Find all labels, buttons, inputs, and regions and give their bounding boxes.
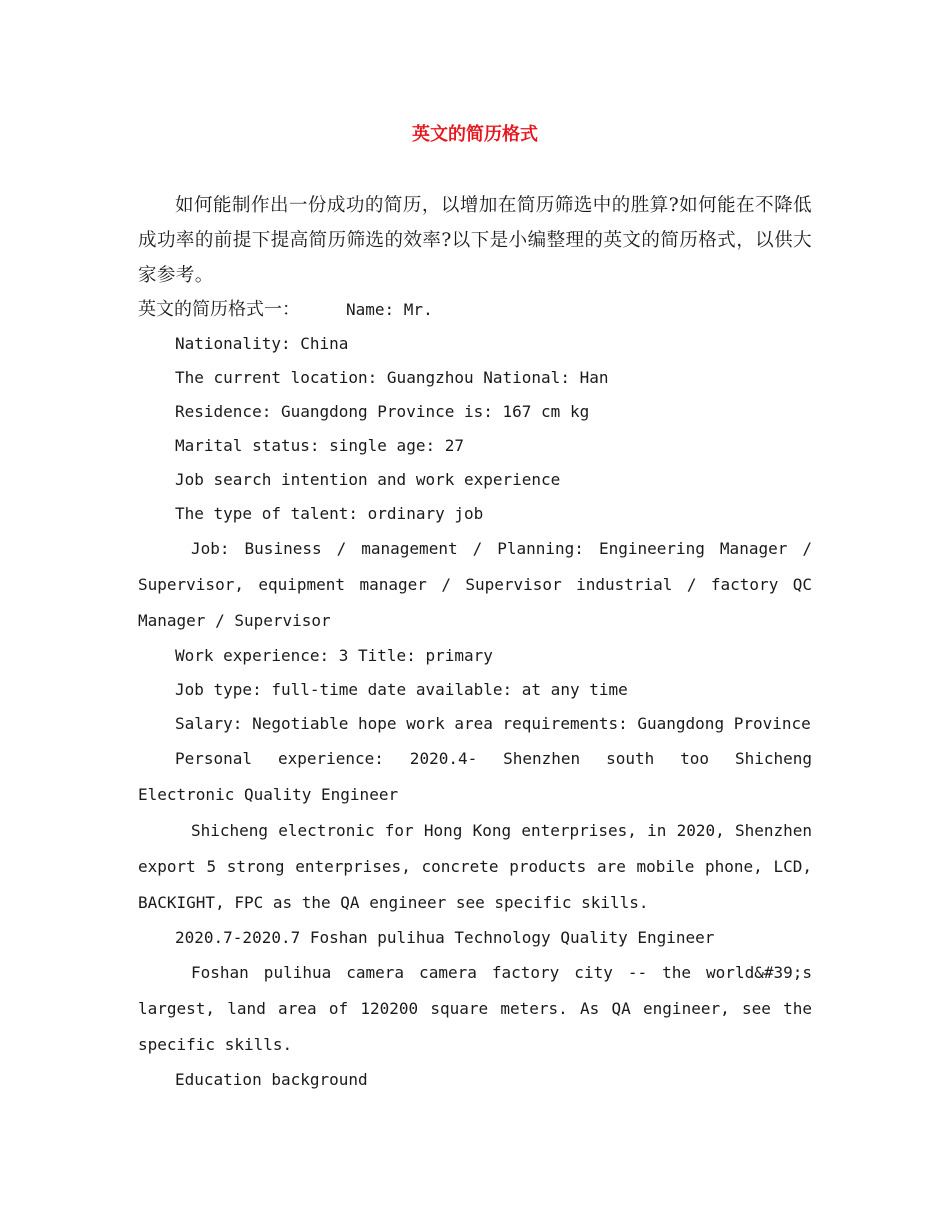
document-title: 英文的简历格式 (412, 124, 538, 145)
shicheng-paragraph: Shicheng electronic for Hong Kong enterprises, in 2020, Shenzhen export 5 strong enterprises, concrete products are mobile phone, LCD, BACKIGHT, FPC as the QA engineer see specific skills. (138, 821, 812, 912)
job-paragraph: Job: Business / management / Planning: Engineering Manager / Supervisor, equipment manager / Supervisor industrial / factory QC Manager / Supervisor (138, 539, 812, 630)
job-search-line: Job search intention and work experience (175, 470, 561, 489)
foshan-period-line: 2020.7-2020.7 Foshan pulihua Technology Quality Engineer (175, 928, 715, 947)
salary-line: Salary: Negotiable hope work area requirements: Guangdong Province (175, 714, 811, 733)
marital-line: Marital status: single age: 27 (175, 436, 464, 455)
intro-paragraph: 如何能制作出一份成功的简历，以增加在简历筛选中的胜算?如何能在不降低成功率的前提下提高简历筛选的效率?以下是小编整理的英文的简历格式，以供大家参考。 (138, 195, 812, 286)
work-experience-line: Work experience: 3 Title: primary (175, 646, 493, 665)
foshan-paragraph: Foshan pulihua camera camera factory city -- the world&#39;s largest, land area of 120200 square meters. As QA engineer, see the specific skills. (138, 963, 812, 1054)
name-line: Name: Mr. (346, 300, 433, 319)
location-line: The current location: Guangzhou National: Han (175, 368, 609, 387)
job-type-line: Job type: full-time date available: at any time (175, 680, 628, 699)
nationality-line: Nationality: China (175, 334, 349, 353)
document-body (138, 188, 812, 1097)
residence-line: Residence: Guangdong Province is: 167 cm kg (175, 402, 590, 421)
education-heading: Education background (175, 1070, 368, 1089)
talent-type-line: The type of talent: ordinary job (175, 504, 484, 523)
section1-heading: 英文的简历格式一： (138, 299, 300, 320)
section-heading-line (138, 293, 812, 327)
personal-experience-paragraph: Personal experience: 2020.4- Shenzhen south too Shicheng Electronic Quality Engineer (138, 749, 812, 804)
